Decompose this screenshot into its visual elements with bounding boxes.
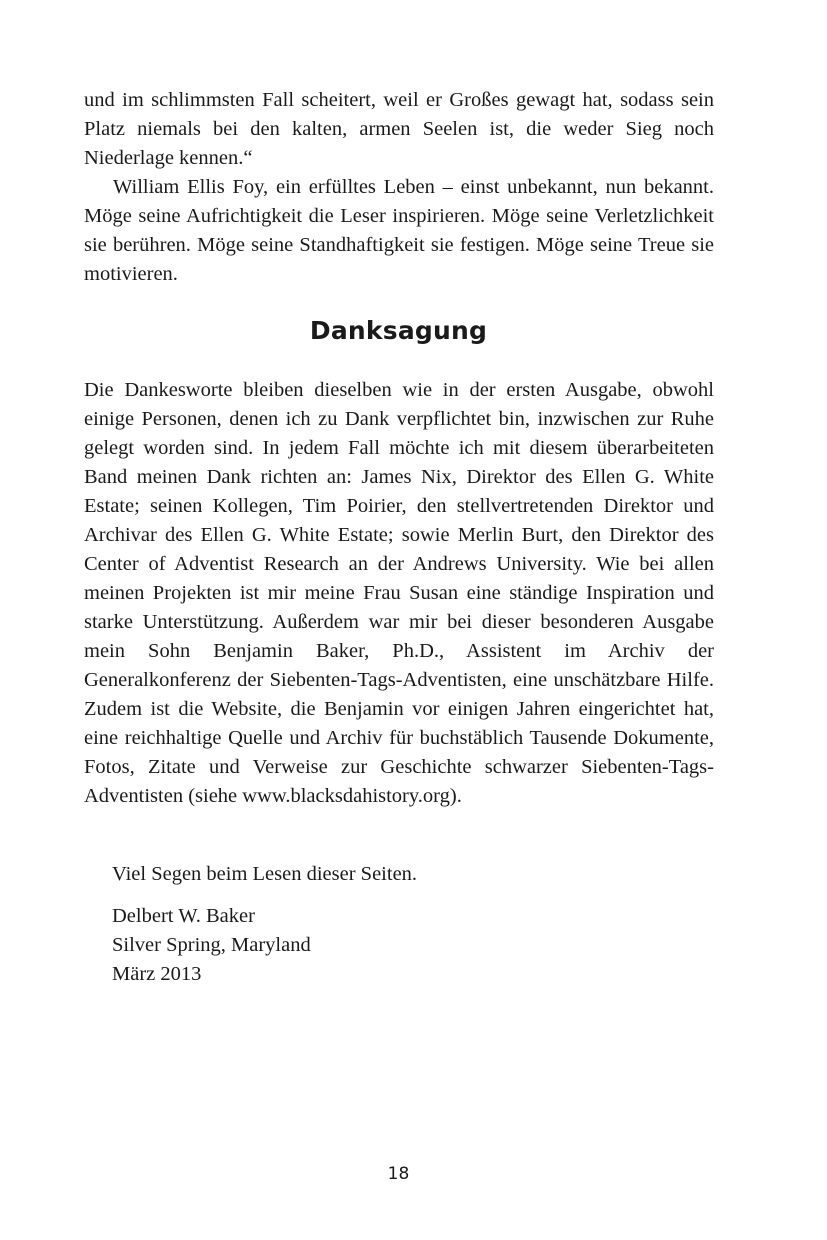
acknowledgements-text [84,376,714,811]
intro-text [84,86,714,289]
intro-paragraph-foy: William Ellis Foy, ein erfülltes Leben – einst unbekannt, nun bekannt. Möge seine Aufrichtigkeit die Leser inspirieren. Möge seine Verletzlichkeit sie berühren. Möge seine Standhaftigkeit sie festigen. Möge seine Treue sie motivieren. [84,176,714,285]
acknowledgements-paragraph: Die Dankesworte bleiben dieselben wie in der ersten Ausgabe, obwohl einige Personen, denen ich zu Dank verpflichtet bin, inzwischen zur Ruhe gelegt worden sind. In jedem Fall möchte ich mit diesem überarbeiteten Band meinen Dank richten an: James Nix, Direktor des Ellen G. White Estate; seinen Kollegen, Tim Poirier, den stellvertretenden Direktor und Archivar des Ellen G. White Estate; sowie Merlin Burt, den Direktor des Center of Adventist Research an der Andrews University. Wie bei allen meinen Projekten ist mir meine Frau Susan eine ständige Inspiration und starke Unterstützung. Außerdem war mir bei dieser besonderen Ausgabe mein Sohn Benjamin Baker, Ph.D., Assistent im Archiv der Generalkonferenz der Siebenten-Tags-Adventisten, eine unschätzbare Hilfe. Zudem ist die Website, die Benjamin vor einigen Jahren eingerichtet hat, eine reichhaltige Quelle und Archiv für buchstäblich Tausende Dokumente, Fotos, Zitate und Verweise zur Geschichte schwarzer Siebenten-Tags-Adventisten (siehe www.blacksdahistory.org). [84,379,714,807]
author-name: Delbert W. Baker [112,905,255,927]
section-heading: Danksagung [309,316,488,345]
page-number: 18 [387,1164,410,1184]
blessing-line: Viel Segen beim Lesen dieser Seiten. [112,863,418,885]
signature-date: März 2013 [112,963,202,985]
author-place: Silver Spring, Maryland [112,934,311,956]
signature-block [112,902,311,989]
intro-paragraph-continued: und im schlimmsten Fall scheitert, weil er Großes gewagt hat, sodass sein Platz niemals bei den kalten, armen Seelen ist, die weder Sieg noch Niederlage kennen.“ [84,89,714,169]
